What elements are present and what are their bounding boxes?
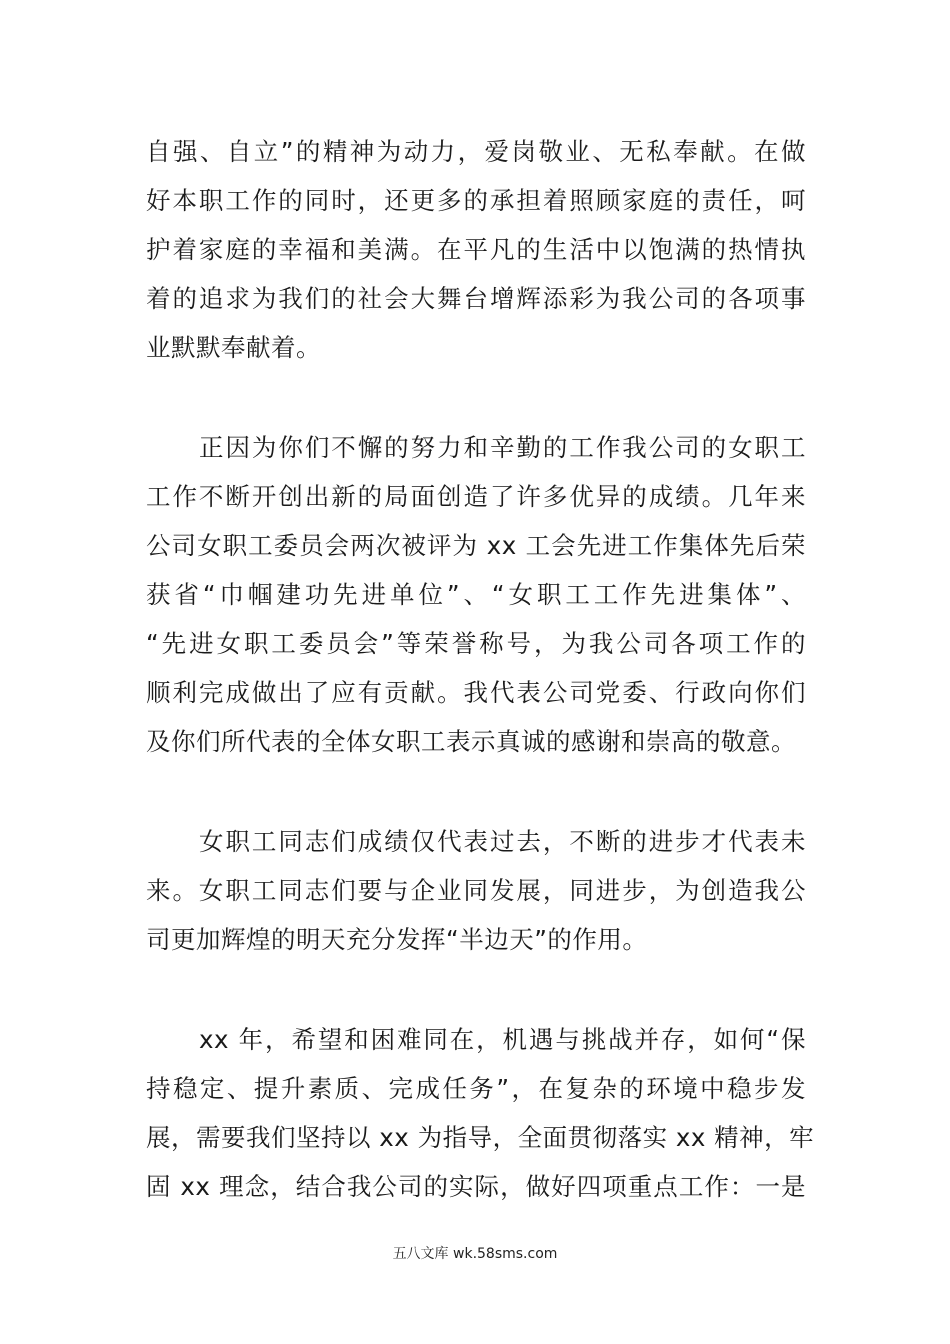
paragraph-2-line-2: 工作不断开创出新的局面创造了许多优异的成绩。几年来 <box>146 482 806 511</box>
paragraph-3-line-3: 司更加辉煌的明天充分发挥“半边天”的作用。 <box>146 925 648 954</box>
page-footer: 五八文库 wk.58sms.com <box>392 1246 558 1262</box>
paragraph-4-line-3: 展，需要我们坚持以 xx 为指导，全面贯彻落实 xx 精神，牢 <box>146 1123 815 1152</box>
paragraph-3-line-1: 女职工同志们成绩仅代表过去，不断的进步才代表未 <box>199 827 806 856</box>
paragraph-1-line-2: 好本职工作的同时，还更多的承担着照顾家庭的责任，呵 <box>146 186 806 215</box>
paragraph-4-line-1: xx 年，希望和困难同在，机遇与挑战并存，如何“保 <box>199 1025 806 1054</box>
paragraph-2-line-1: 正因为你们不懈的努力和辛勤的工作我公司的女职工 <box>199 433 806 462</box>
paragraph-2-line-3: 公司女职工委员会两次被评为 xx 工会先进工作集体先后荣 <box>146 531 806 560</box>
paragraph-2-line-5: “先进女职工委员会”等荣誉称号，为我公司各项工作的 <box>146 629 806 658</box>
paragraph-1-line-4: 着的追求为我们的社会大舞台增辉添彩为我公司的各项事 <box>146 284 806 313</box>
paragraph-2-line-4: 获省“巾帼建功先进单位”、“女职工工作先进集体”、 <box>146 580 806 609</box>
paragraph-1-line-5: 业默默奉献着。 <box>146 333 321 362</box>
paragraph-2-line-7: 及你们所代表的全体女职工表示真诚的感谢和崇高的敬意。 <box>146 727 796 756</box>
paragraph-2-line-6: 顺利完成做出了应有贡献。我代表公司党委、行政向你们 <box>146 678 806 707</box>
paragraph-1-line-3: 护着家庭的幸福和美满。在平凡的生活中以饱满的热情执 <box>146 235 806 264</box>
paragraph-4-line-2: 持稳定、提升素质、完成任务”，在复杂的环境中稳步发 <box>146 1074 806 1103</box>
paragraph-3-line-2: 来。女职工同志们要与企业同发展，同进步，为创造我公 <box>146 876 806 905</box>
paragraph-1-line-1: 自强、自立”的精神为动力，爱岗敬业、无私奉献。在做 <box>146 137 806 166</box>
paragraph-4-line-4: 固 xx 理念，结合我公司的实际，做好四项重点工作：一是 <box>146 1172 806 1201</box>
